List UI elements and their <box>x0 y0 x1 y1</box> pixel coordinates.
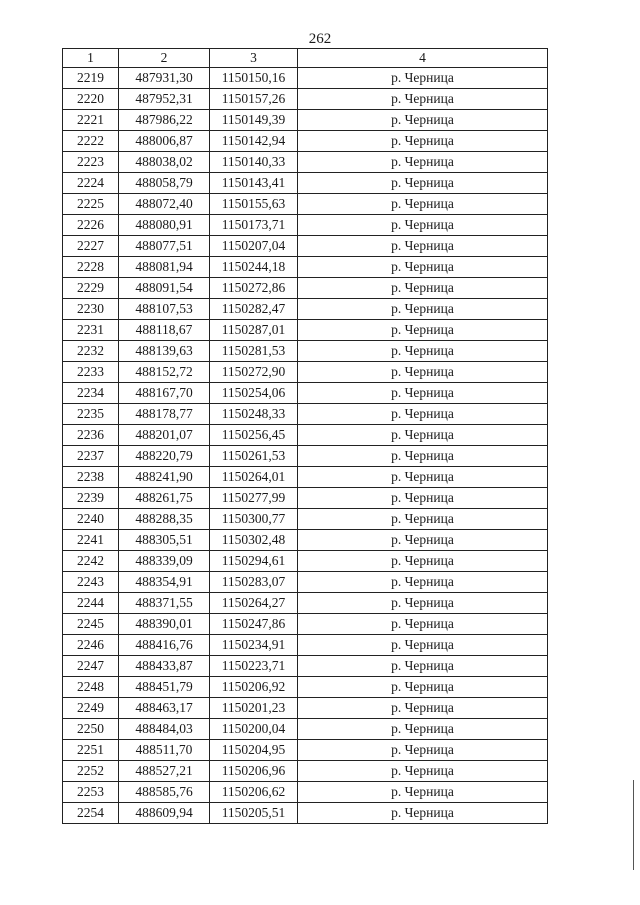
cell-description: р. Черница <box>298 299 548 320</box>
cell-x-coordinate: 487952,31 <box>119 89 210 110</box>
cell-y-coordinate: 1150248,33 <box>210 404 298 425</box>
cell-x-coordinate: 488585,76 <box>119 782 210 803</box>
cell-description: р. Черница <box>298 131 548 152</box>
table-header-row <box>63 49 548 68</box>
cell-point-number: 2244 <box>63 593 119 614</box>
cell-y-coordinate: 1150272,90 <box>210 362 298 383</box>
cell-point-number: 2228 <box>63 257 119 278</box>
cell-point-number: 2247 <box>63 656 119 677</box>
table-row <box>63 383 548 404</box>
cell-x-coordinate: 488463,17 <box>119 698 210 719</box>
cell-description: р. Черница <box>298 572 548 593</box>
cell-y-coordinate: 1150300,77 <box>210 509 298 530</box>
cell-point-number: 2240 <box>63 509 119 530</box>
cell-y-coordinate: 1150281,53 <box>210 341 298 362</box>
cell-y-coordinate: 1150205,51 <box>210 803 298 824</box>
cell-description: р. Черница <box>298 257 548 278</box>
cell-x-coordinate: 488390,01 <box>119 614 210 635</box>
table-row <box>63 656 548 677</box>
cell-y-coordinate: 1150264,01 <box>210 467 298 488</box>
cell-description: р. Черница <box>298 362 548 383</box>
cell-y-coordinate: 1150201,23 <box>210 698 298 719</box>
scan-edge-line <box>633 780 634 870</box>
cell-y-coordinate: 1150264,27 <box>210 593 298 614</box>
table-row <box>63 236 548 257</box>
cell-description: р. Черница <box>298 761 548 782</box>
cell-description: р. Черница <box>298 593 548 614</box>
table-row <box>63 173 548 194</box>
cell-x-coordinate: 488058,79 <box>119 173 210 194</box>
table-row <box>63 761 548 782</box>
cell-point-number: 2233 <box>63 362 119 383</box>
cell-point-number: 2246 <box>63 635 119 656</box>
table-row <box>63 341 548 362</box>
cell-x-coordinate: 488201,07 <box>119 425 210 446</box>
header-cell-description: 4 <box>298 49 548 68</box>
cell-description: р. Черница <box>298 89 548 110</box>
cell-point-number: 2231 <box>63 320 119 341</box>
cell-y-coordinate: 1150287,01 <box>210 320 298 341</box>
cell-y-coordinate: 1150173,71 <box>210 215 298 236</box>
cell-x-coordinate: 488416,76 <box>119 635 210 656</box>
table-row <box>63 530 548 551</box>
page-number: 262 <box>308 31 332 47</box>
cell-y-coordinate: 1150206,62 <box>210 782 298 803</box>
cell-description: р. Черница <box>298 614 548 635</box>
cell-x-coordinate: 488220,79 <box>119 446 210 467</box>
cell-y-coordinate: 1150283,07 <box>210 572 298 593</box>
cell-y-coordinate: 1150206,92 <box>210 677 298 698</box>
cell-y-coordinate: 1150247,86 <box>210 614 298 635</box>
cell-x-coordinate: 488118,67 <box>119 320 210 341</box>
cell-description: р. Черница <box>298 719 548 740</box>
cell-x-coordinate: 488241,90 <box>119 467 210 488</box>
table-row <box>63 677 548 698</box>
cell-x-coordinate: 488484,03 <box>119 719 210 740</box>
table-row <box>63 362 548 383</box>
cell-y-coordinate: 1150204,95 <box>210 740 298 761</box>
cell-point-number: 2230 <box>63 299 119 320</box>
cell-y-coordinate: 1150223,71 <box>210 656 298 677</box>
cell-point-number: 2229 <box>63 278 119 299</box>
cell-y-coordinate: 1150244,18 <box>210 257 298 278</box>
cell-description: р. Черница <box>298 320 548 341</box>
cell-description: р. Черница <box>298 509 548 530</box>
cell-y-coordinate: 1150207,04 <box>210 236 298 257</box>
cell-y-coordinate: 1150142,94 <box>210 131 298 152</box>
cell-y-coordinate: 1150157,26 <box>210 89 298 110</box>
header-cell-x: 2 <box>119 49 210 68</box>
cell-point-number: 2243 <box>63 572 119 593</box>
cell-point-number: 2220 <box>63 89 119 110</box>
cell-y-coordinate: 1150272,86 <box>210 278 298 299</box>
table-row <box>63 257 548 278</box>
cell-x-coordinate: 488072,40 <box>119 194 210 215</box>
table-row <box>63 740 548 761</box>
cell-description: р. Черница <box>298 404 548 425</box>
cell-x-coordinate: 488077,51 <box>119 236 210 257</box>
cell-description: р. Черница <box>298 173 548 194</box>
table-row <box>63 593 548 614</box>
cell-point-number: 2251 <box>63 740 119 761</box>
cell-description: р. Черница <box>298 656 548 677</box>
table-body <box>63 49 548 824</box>
cell-x-coordinate: 488167,70 <box>119 383 210 404</box>
table-row <box>63 320 548 341</box>
cell-y-coordinate: 1150234,91 <box>210 635 298 656</box>
cell-description: р. Черница <box>298 152 548 173</box>
coordinates-table <box>62 48 548 824</box>
cell-x-coordinate: 488288,35 <box>119 509 210 530</box>
cell-point-number: 2227 <box>63 236 119 257</box>
cell-x-coordinate: 487931,30 <box>119 68 210 89</box>
cell-x-coordinate: 488354,91 <box>119 572 210 593</box>
cell-point-number: 2235 <box>63 404 119 425</box>
table-row <box>63 152 548 173</box>
cell-y-coordinate: 1150261,53 <box>210 446 298 467</box>
cell-description: р. Черница <box>298 782 548 803</box>
cell-description: р. Черница <box>298 446 548 467</box>
cell-description: р. Черница <box>298 236 548 257</box>
cell-point-number: 2252 <box>63 761 119 782</box>
cell-point-number: 2249 <box>63 698 119 719</box>
header-cell-point-number: 1 <box>63 49 119 68</box>
cell-y-coordinate: 1150206,96 <box>210 761 298 782</box>
cell-description: р. Черница <box>298 425 548 446</box>
cell-y-coordinate: 1150254,06 <box>210 383 298 404</box>
table-row <box>63 215 548 236</box>
cell-point-number: 2219 <box>63 68 119 89</box>
cell-description: р. Черница <box>298 803 548 824</box>
table-row <box>63 131 548 152</box>
table-row <box>63 635 548 656</box>
cell-x-coordinate: 488511,70 <box>119 740 210 761</box>
cell-x-coordinate: 488139,63 <box>119 341 210 362</box>
cell-description: р. Черница <box>298 194 548 215</box>
cell-y-coordinate: 1150150,16 <box>210 68 298 89</box>
cell-point-number: 2234 <box>63 383 119 404</box>
table-row <box>63 614 548 635</box>
cell-description: р. Черница <box>298 215 548 236</box>
cell-x-coordinate: 488609,94 <box>119 803 210 824</box>
table-row <box>63 698 548 719</box>
cell-point-number: 2248 <box>63 677 119 698</box>
cell-description: р. Черница <box>298 278 548 299</box>
cell-description: р. Черница <box>298 110 548 131</box>
table-row <box>63 194 548 215</box>
cell-y-coordinate: 1150149,39 <box>210 110 298 131</box>
cell-point-number: 2238 <box>63 467 119 488</box>
table-row <box>63 782 548 803</box>
table-row <box>63 467 548 488</box>
table-row <box>63 110 548 131</box>
cell-point-number: 2222 <box>63 131 119 152</box>
cell-y-coordinate: 1150140,33 <box>210 152 298 173</box>
cell-description: р. Черница <box>298 677 548 698</box>
cell-y-coordinate: 1150256,45 <box>210 425 298 446</box>
cell-x-coordinate: 488371,55 <box>119 593 210 614</box>
cell-point-number: 2225 <box>63 194 119 215</box>
cell-x-coordinate: 488152,72 <box>119 362 210 383</box>
cell-x-coordinate: 488339,09 <box>119 551 210 572</box>
cell-x-coordinate: 488527,21 <box>119 761 210 782</box>
cell-point-number: 2253 <box>63 782 119 803</box>
cell-y-coordinate: 1150282,47 <box>210 299 298 320</box>
table-row <box>63 719 548 740</box>
cell-y-coordinate: 1150302,48 <box>210 530 298 551</box>
cell-point-number: 2250 <box>63 719 119 740</box>
cell-point-number: 2237 <box>63 446 119 467</box>
cell-x-coordinate: 488091,54 <box>119 278 210 299</box>
table-row <box>63 488 548 509</box>
cell-x-coordinate: 488305,51 <box>119 530 210 551</box>
table-row <box>63 89 548 110</box>
table-row <box>63 278 548 299</box>
cell-x-coordinate: 488433,87 <box>119 656 210 677</box>
table-row <box>63 572 548 593</box>
cell-point-number: 2221 <box>63 110 119 131</box>
cell-y-coordinate: 1150155,63 <box>210 194 298 215</box>
cell-point-number: 2232 <box>63 341 119 362</box>
cell-point-number: 2239 <box>63 488 119 509</box>
cell-description: р. Черница <box>298 341 548 362</box>
cell-description: р. Черница <box>298 551 548 572</box>
cell-point-number: 2245 <box>63 614 119 635</box>
cell-x-coordinate: 488006,87 <box>119 131 210 152</box>
cell-x-coordinate: 488178,77 <box>119 404 210 425</box>
table-row <box>63 551 548 572</box>
cell-point-number: 2223 <box>63 152 119 173</box>
cell-description: р. Черница <box>298 467 548 488</box>
cell-point-number: 2241 <box>63 530 119 551</box>
table-row <box>63 803 548 824</box>
table-row <box>63 446 548 467</box>
cell-point-number: 2254 <box>63 803 119 824</box>
cell-x-coordinate: 488451,79 <box>119 677 210 698</box>
cell-description: р. Черница <box>298 740 548 761</box>
cell-x-coordinate: 488261,75 <box>119 488 210 509</box>
cell-y-coordinate: 1150294,61 <box>210 551 298 572</box>
cell-description: р. Черница <box>298 488 548 509</box>
cell-point-number: 2224 <box>63 173 119 194</box>
cell-y-coordinate: 1150200,04 <box>210 719 298 740</box>
cell-y-coordinate: 1150143,41 <box>210 173 298 194</box>
cell-description: р. Черница <box>298 68 548 89</box>
cell-x-coordinate: 487986,22 <box>119 110 210 131</box>
header-cell-y: 3 <box>210 49 298 68</box>
cell-point-number: 2236 <box>63 425 119 446</box>
cell-y-coordinate: 1150277,99 <box>210 488 298 509</box>
cell-x-coordinate: 488107,53 <box>119 299 210 320</box>
cell-x-coordinate: 488080,91 <box>119 215 210 236</box>
cell-x-coordinate: 488081,94 <box>119 257 210 278</box>
table-row <box>63 404 548 425</box>
cell-description: р. Черница <box>298 698 548 719</box>
table-row <box>63 68 548 89</box>
cell-point-number: 2242 <box>63 551 119 572</box>
table-row <box>63 509 548 530</box>
cell-description: р. Черница <box>298 383 548 404</box>
cell-description: р. Черница <box>298 635 548 656</box>
cell-point-number: 2226 <box>63 215 119 236</box>
table-row <box>63 425 548 446</box>
cell-x-coordinate: 488038,02 <box>119 152 210 173</box>
cell-description: р. Черница <box>298 530 548 551</box>
table-row <box>63 299 548 320</box>
